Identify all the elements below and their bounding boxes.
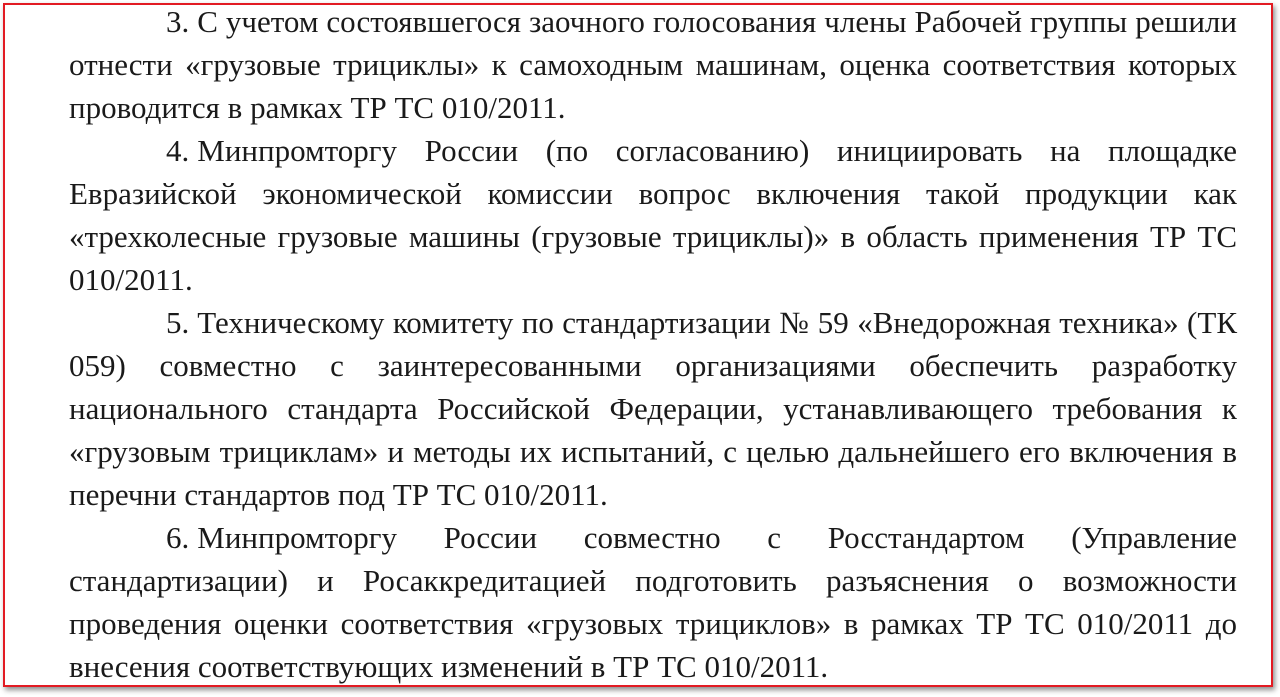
paragraph-number: 6. <box>166 520 190 555</box>
paragraph-item-3 <box>69 0 1237 129</box>
paragraph-text: С учетом состоявшегося заочного голосования члены Рабочей группы решили отнести «грузовые трициклы» к самоходным машинам, оценка соответствия которых проводится в рамках ТР ТС 010/2011. <box>69 4 1237 125</box>
paragraph-text: Техническому комитету по стандартизации № 59 «Внедорожная техника» (ТК 059) совместно с заинтересованными организациями обеспечить разработку национального стандарта Российской Федерации, устанавливающего требования к «грузовым трициклам» и методы их испытаний, с целью дальнейшего его включения в перечни стандартов под ТР ТС 010/2011. <box>69 305 1237 512</box>
paragraph-text: Минпромторгу России совместно с Росстандартом (Управление стандартизации) и Росаккредитацией подготовить разъяснения о возможности проведения оценки соответствия «грузовых трициклов» в рамках ТР ТС 010/2011 до внесения соответствующих изменений в ТР ТС 010/2011. <box>69 520 1237 684</box>
paragraph-item-6 <box>69 516 1237 688</box>
document-body <box>69 0 1237 688</box>
document-excerpt-frame <box>3 3 1273 687</box>
paragraph-number: 5. <box>166 305 190 340</box>
paragraph-text: Минпромторгу России (по согласованию) инициировать на площадке Евразийской экономической комиссии вопрос включения такой продукции как «трехколесные грузовые машины (грузовые трициклы)» в область применения ТР ТС 010/2011. <box>69 133 1237 297</box>
paragraph-number: 4. <box>166 133 190 168</box>
paragraph-item-5 <box>69 301 1237 516</box>
paragraph-item-4 <box>69 129 1237 301</box>
paragraph-number: 3. <box>166 4 190 39</box>
